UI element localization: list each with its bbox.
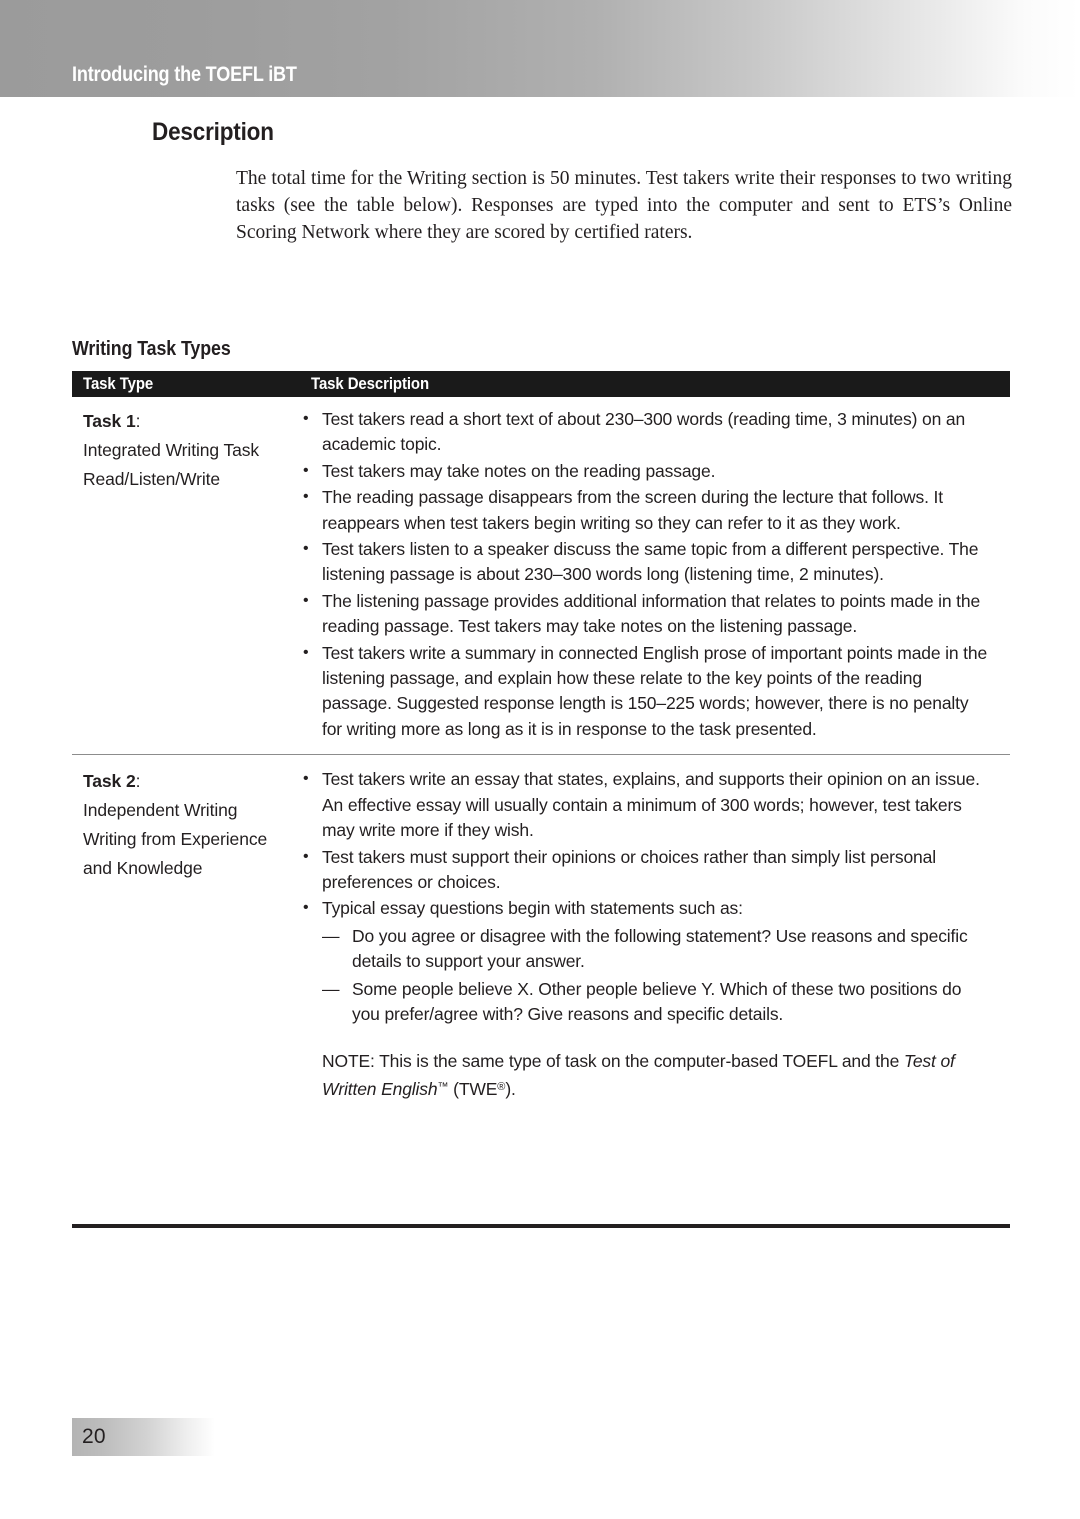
example-prompt-list — [322, 924, 992, 1028]
note-paragraph — [322, 1049, 992, 1102]
trademark-symbol: ™ — [437, 1080, 449, 1093]
description-paragraph: The total time for the Writing section is 50 minutes. Test takers write their responses to two writing tasks (see the table below). Responses are typed into the computer and sent to ETS’s Online Scoring Network where they are scored by certified raters. — [236, 168, 1012, 243]
task-type-line: and Knowledge — [83, 858, 203, 879]
task-type-cell — [72, 767, 300, 883]
task-type-line: Integrated Writing Task — [83, 440, 260, 460]
note-mid-text: (TWE — [448, 1078, 498, 1099]
list-item: • Test takers may take notes on the reading passage. — [300, 459, 992, 484]
table-row — [72, 397, 1010, 754]
list-item: • Test takers must support their opinions or choices rather than simply list personal preferences or choices. — [300, 845, 992, 896]
list-item-label: Typical essay questions begin with statements such as: — [322, 898, 743, 919]
running-header-title: Introducing the TOEFL iBT — [72, 63, 297, 86]
page-footer — [72, 1418, 215, 1456]
task-type-cell — [72, 407, 300, 494]
list-item: — Do you agree or disagree with the following statement? Use reasons and specific details to support your answer. — [322, 924, 992, 975]
task-title-line — [83, 767, 300, 796]
column-header-task-description: Task Description — [311, 374, 430, 393]
task-type-line: Read/Listen/Write — [83, 469, 221, 489]
task-description-bullet-list — [300, 407, 992, 742]
writing-task-types-section — [0, 338, 1080, 1116]
task-title-line — [83, 407, 300, 436]
list-item: • Test takers read a short text of about 230–300 words (reading time, 3 minutes) on an academic topic. — [300, 407, 992, 458]
list-item — [300, 896, 992, 1027]
list-item: — Some people believe X. Other people believe Y. Which of these two positions do you prefer/agree with? Give reasons and specific details. — [322, 977, 992, 1028]
writing-task-types-heading: Writing Task Types — [72, 338, 231, 360]
note-lead-text: NOTE: This is the same type of task on the computer-based TOEFL and the — [322, 1051, 904, 1072]
task-label: Task 2 — [83, 771, 136, 792]
task-label-suffix: : — [135, 411, 141, 431]
page-number: 20 — [82, 1425, 106, 1448]
task-label-suffix: : — [135, 771, 141, 792]
column-header-task-type: Task Type — [83, 374, 154, 393]
table-bottom-rule — [72, 1224, 1010, 1228]
task-types-table — [72, 371, 1010, 1116]
list-item: • The listening passage provides additional information that relates to points made in the reading passage. Test takers may take notes on the listening passage. — [300, 589, 992, 640]
task-type-line: Writing from Experience — [83, 829, 268, 850]
note-italic-title: Test of Written English — [322, 1051, 955, 1099]
task-description-bullet-list — [300, 767, 992, 1027]
table-header-row — [72, 371, 1010, 397]
task-description-cell — [300, 407, 1010, 742]
description-section — [0, 118, 1080, 246]
table-row — [72, 754, 1010, 1116]
task-type-line: Independent Writing — [83, 800, 238, 821]
list-item: • Test takers write an essay that states, explains, and supports their opinion on an issue. An effective essay will usually contain a minimum of 300 words; however, test takers may write more if they wish. — [300, 767, 992, 843]
list-item: • The reading passage disappears from the screen during the lecture that follows. It reappears when test takers begin writing so they can refer to it as they work. — [300, 485, 992, 536]
list-item: • Test takers write a summary in connected English prose of important points made in the listening passage, and explain how these relate to the key points of the reading passage. Suggested response length is 150–225 words; however, there is no penalty for writing more as long as it is in response to the task presented. — [300, 641, 992, 743]
task-label: Task 1 — [83, 411, 136, 431]
description-heading: Description — [152, 118, 274, 146]
note-tail-text: ). — [505, 1078, 516, 1099]
task-description-cell — [300, 767, 1010, 1102]
list-item: • Test takers listen to a speaker discuss the same topic from a different perspective. The listening passage is about 230–300 words long (listening time, 2 minutes). — [300, 537, 992, 588]
registered-symbol: ® — [497, 1080, 506, 1093]
page-running-header — [0, 0, 1080, 97]
